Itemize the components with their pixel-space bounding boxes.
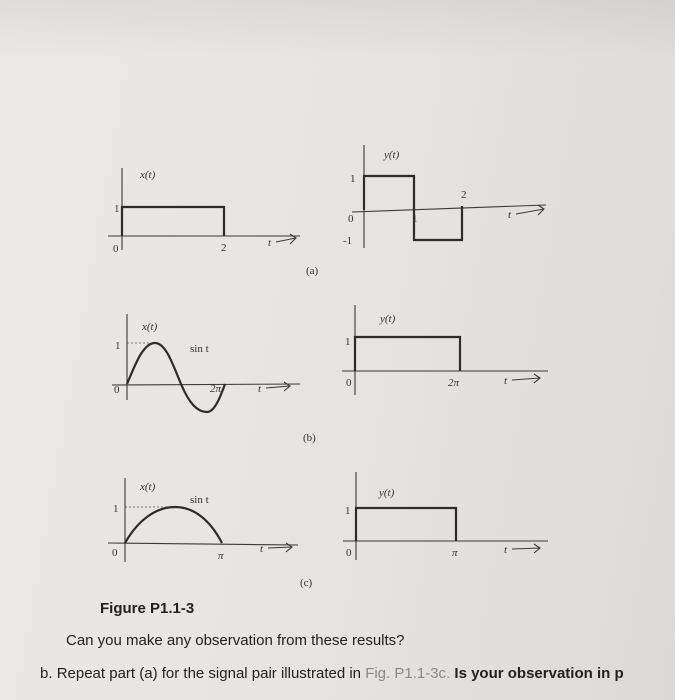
- panel-a-y-plot: [343, 145, 546, 248]
- end-pi-label: π: [218, 550, 224, 562]
- origin-label: 0: [112, 547, 118, 559]
- end-2pi-label: 2π: [210, 383, 222, 395]
- t-arrow-icon: [512, 378, 540, 380]
- panel-b-x-plot: [112, 314, 300, 412]
- x-signal-sine: [127, 343, 225, 412]
- part-b-text: [40, 665, 624, 682]
- t-arrow-icon: [266, 386, 290, 388]
- panel-c-y-plot: [343, 472, 548, 560]
- part-b-question: Is your observation in p: [454, 665, 624, 682]
- end-2-label: 2: [221, 242, 227, 254]
- x-label: x(t): [142, 321, 158, 333]
- question-text: Can you make any observation from these results?: [66, 632, 405, 649]
- origin-label: 0: [114, 384, 120, 396]
- top-1-label: 1: [350, 173, 356, 185]
- x-label: x(t): [140, 169, 156, 181]
- t-arrow-icon: [268, 547, 292, 548]
- x-signal-rect: [122, 207, 224, 236]
- t-axis: [352, 205, 546, 212]
- t-label: t: [268, 237, 272, 249]
- end-pi-label: π: [452, 547, 458, 559]
- sin-t-label: sin t: [190, 494, 209, 506]
- t-label: t: [504, 375, 508, 387]
- t-axis: [108, 543, 298, 545]
- panel-c-x-plot: [108, 478, 298, 562]
- level-1-label: 1: [114, 203, 120, 215]
- panel-c-caption: (c): [300, 577, 313, 589]
- panel-b-caption: (b): [303, 432, 316, 444]
- figure-reference-link[interactable]: Fig. P1.1-3c.: [365, 665, 451, 682]
- y-label: y(t): [379, 487, 395, 499]
- panel-b-y-plot: [342, 305, 548, 395]
- y-label: y(t): [380, 313, 396, 325]
- part-b-body: Repeat part (a) for the signal pair illustrated in: [56, 665, 362, 682]
- panel-a-x-plot: [108, 168, 300, 255]
- t-axis: [112, 384, 300, 385]
- origin-label: 0: [348, 213, 354, 225]
- t-label: t: [260, 543, 264, 555]
- origin-label: 0: [346, 377, 352, 389]
- mid-1-label: 1: [412, 213, 418, 225]
- x-signal-half-sine: [125, 507, 222, 543]
- end-2-label: 2: [461, 189, 467, 201]
- t-label: t: [504, 544, 508, 556]
- level-1-label: 1: [113, 503, 119, 515]
- t-arrow-icon: [512, 548, 540, 549]
- y-signal-square: [364, 176, 462, 240]
- t-label: t: [258, 383, 262, 395]
- end-2pi-label: 2π: [448, 377, 460, 389]
- t-label: t: [508, 209, 512, 221]
- part-b-prefix: b.: [40, 665, 53, 682]
- level-1-label: 1: [345, 505, 351, 517]
- level-1-label: 1: [345, 336, 351, 348]
- panel-a-caption: (a): [306, 265, 319, 277]
- origin-label: 0: [346, 547, 352, 559]
- y-label: y(t): [384, 149, 400, 161]
- bottom-neg1-label: -1: [343, 235, 353, 247]
- figure-title: Figure P1.1-3: [100, 600, 195, 617]
- origin-label: 0: [113, 243, 119, 255]
- y-signal-rect: [356, 508, 456, 541]
- sin-t-label: sin t: [190, 343, 209, 355]
- x-label: x(t): [140, 481, 156, 493]
- y-signal-rect: [355, 337, 460, 371]
- level-1-label: 1: [115, 340, 121, 352]
